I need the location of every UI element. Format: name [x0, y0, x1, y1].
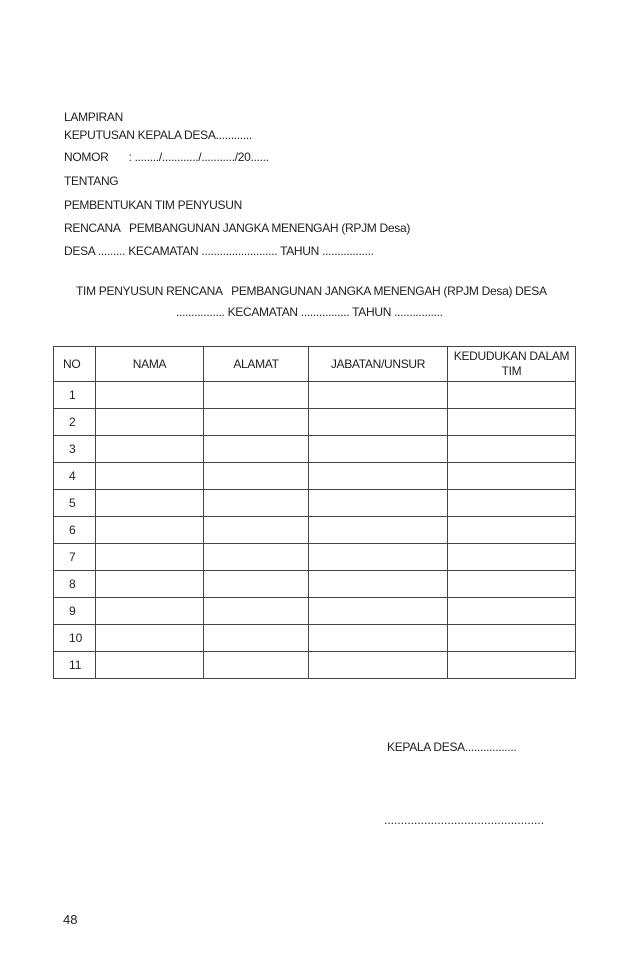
address-cell [204, 652, 309, 679]
position-cell [309, 463, 448, 490]
role-cell [448, 382, 576, 409]
role-cell [448, 652, 576, 679]
position-cell [309, 517, 448, 544]
row-number: 6 [54, 517, 96, 544]
address-cell [204, 544, 309, 571]
table-row [54, 517, 576, 544]
header-no: NO [54, 347, 96, 382]
role-cell [448, 409, 576, 436]
table-row [54, 544, 576, 571]
document-subtitle: ................ KECAMATAN ................ TAHUN ................ [176, 305, 443, 319]
position-cell [309, 409, 448, 436]
table-row [54, 409, 576, 436]
row-number: 2 [54, 409, 96, 436]
row-number: 3 [54, 436, 96, 463]
table-row [54, 652, 576, 679]
row-number: 7 [54, 544, 96, 571]
role-cell [448, 436, 576, 463]
row-number: 4 [54, 463, 96, 490]
address-cell [204, 517, 309, 544]
header-address: ALAMAT [204, 347, 309, 382]
address-cell [204, 571, 309, 598]
address-cell [204, 625, 309, 652]
table-row [54, 571, 576, 598]
village-line: DESA ......... KECAMATAN ......................... TAHUN ................. [64, 244, 374, 258]
table-header-row [54, 347, 576, 382]
address-cell [204, 436, 309, 463]
role-cell [448, 517, 576, 544]
name-cell [96, 409, 204, 436]
name-cell [96, 382, 204, 409]
role-cell [448, 490, 576, 517]
team-table [53, 346, 576, 679]
village-head-title: KEPALA DESA................. [387, 740, 517, 754]
name-cell [96, 490, 204, 517]
attachment-label: LAMPIRAN [64, 110, 123, 124]
name-cell [96, 463, 204, 490]
formation-line: PEMBENTUKAN TIM PENYUSUN [64, 198, 242, 212]
row-number: 8 [54, 571, 96, 598]
name-cell [96, 436, 204, 463]
plan-line: RENCANA PEMBANGUNAN JANGKA MENENGAH (RPJM Desa) [64, 221, 411, 235]
address-cell [204, 409, 309, 436]
table-row [54, 382, 576, 409]
header-team-role: KEDUDUKAN DALAM TIM [448, 347, 576, 382]
address-cell [204, 382, 309, 409]
position-cell [309, 625, 448, 652]
table-row [54, 436, 576, 463]
name-cell [96, 598, 204, 625]
address-cell [204, 490, 309, 517]
position-cell [309, 490, 448, 517]
table-row [54, 598, 576, 625]
number-line [64, 150, 269, 164]
row-number: 10 [54, 625, 96, 652]
position-cell [309, 382, 448, 409]
role-cell [448, 625, 576, 652]
row-number: 1 [54, 382, 96, 409]
table-row [54, 490, 576, 517]
name-cell [96, 652, 204, 679]
row-number: 5 [54, 490, 96, 517]
role-cell [448, 571, 576, 598]
row-number: 11 [54, 652, 96, 679]
subject-label: TENTANG [64, 174, 119, 188]
role-cell [448, 463, 576, 490]
role-cell [448, 598, 576, 625]
name-cell [96, 571, 204, 598]
signature-line: ................................................ [384, 813, 545, 827]
position-cell [309, 571, 448, 598]
position-cell [309, 436, 448, 463]
position-cell [309, 652, 448, 679]
page-number: 48 [63, 912, 78, 927]
address-cell [204, 598, 309, 625]
name-cell [96, 625, 204, 652]
row-number: 9 [54, 598, 96, 625]
header-position: JABATAN/UNSUR [309, 347, 448, 382]
number-value: : ......../............/.........../20...... [128, 150, 269, 164]
name-cell [96, 544, 204, 571]
position-cell [309, 544, 448, 571]
number-label: NOMOR [64, 150, 109, 164]
position-cell [309, 598, 448, 625]
name-cell [96, 517, 204, 544]
role-cell [448, 544, 576, 571]
header-name: NAMA [96, 347, 204, 382]
document-title: TIM PENYUSUN RENCANA PEMBANGUNAN JANGKA MENENGAH (RPJM Desa) DESA [76, 284, 547, 298]
table-row [54, 463, 576, 490]
address-cell [204, 463, 309, 490]
table-row [54, 625, 576, 652]
decree-label: KEPUTUSAN KEPALA DESA............ [64, 128, 252, 142]
